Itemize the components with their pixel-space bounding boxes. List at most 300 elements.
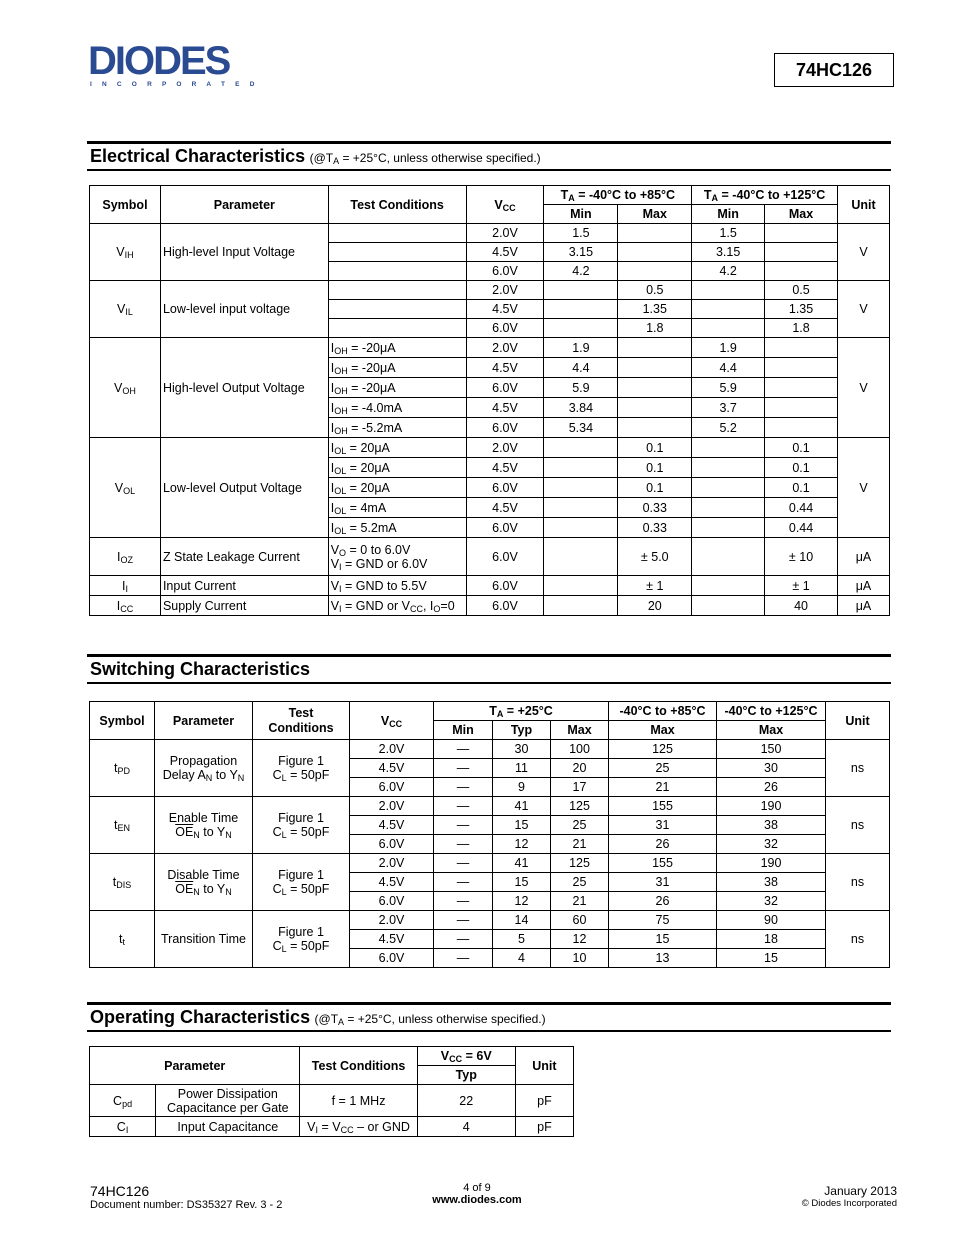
table-cell: 2.0V [466,281,544,300]
table-cell [765,262,838,281]
col-vcc: $V_{CC}$ [466,186,544,224]
table-header-cell: Parameter [90,1047,300,1085]
table-cell: 2.0V [350,740,434,759]
table-header-cell: Unit [515,1047,573,1085]
table-cell: — [434,778,493,797]
table-cell: 25 [551,873,609,892]
table-cell: 3.15 [544,243,618,262]
table-cell: 2.0V [466,224,544,243]
table-cell: 15 [493,816,551,835]
table-cell: 9 [493,778,551,797]
table-cell: 60 [551,911,609,930]
table-cell: $I_{OL} = 4mA$ [328,498,466,518]
table-cell: 18 [717,930,826,949]
table-cell: ± 5.0 [618,538,692,576]
table-header-cell: Test Conditions [300,1047,417,1085]
table-cell: ± 1 [765,576,838,596]
table-cell: V [838,281,890,338]
table-cell: ns [826,911,890,968]
table-cell: $V_{OL}$ [90,438,161,538]
table-cell: Supply Current [160,596,328,616]
table-cell: $I_{OL} = 5.2mA$ [328,518,466,538]
table-cell: 30 [717,759,826,778]
table-cell: Input Capacitance [156,1117,300,1137]
table-cell: 1.8 [765,319,838,338]
table-cell [618,262,692,281]
table-header-cell: Test Conditions [253,702,350,740]
table-cell [544,478,618,498]
table-cell: 0.44 [765,498,838,518]
table-cell [765,224,838,243]
table-row [90,797,890,816]
table-cell: 5.2 [692,418,765,438]
table-cell: 6.0V [466,576,544,596]
table-cell: $V_I$ = GND or $V_{CC}$, $I_O=0$ [328,596,466,616]
table-cell: 75 [609,911,717,930]
table-cell: 4.4 [692,358,765,378]
table-header-cell: Parameter [155,702,253,740]
table-cell: 15 [717,949,826,968]
table-cell: 15 [609,930,717,949]
table-cell: 10 [551,949,609,968]
table-cell: 5.9 [692,378,765,398]
table-cell: V [838,338,890,438]
table-cell: 38 [717,873,826,892]
table-cell [544,438,618,458]
table-cell: — [434,949,493,968]
switching-table [89,701,890,968]
table-row [90,596,890,616]
table-cell [544,518,618,538]
table-cell: pF [515,1085,573,1117]
table-cell: $V_I = V_{CC}$ – or GND [300,1117,417,1137]
table-cell: 6.0V [466,596,544,616]
table-cell: $C_{pd}$ [90,1085,156,1117]
table-cell [618,378,692,398]
table-cell [544,319,618,338]
table-cell [618,224,692,243]
table-row [90,224,890,243]
table-cell: Low-level Output Voltage [160,438,328,538]
table-cell [328,262,466,281]
col-range-125: $T_A = -40^\circ C$ to +125°C [692,186,838,205]
table-cell: 4.5V [466,358,544,378]
table-cell: f = 1 MHz [300,1085,417,1117]
table-cell: $V_I$ = GND to 5.5V [328,576,466,596]
table-cell: 4.5V [466,458,544,478]
table-cell [692,576,765,596]
table-header-cell: Typ [417,1066,515,1085]
table-cell [765,338,838,358]
page-number: 4 of 9 [463,1182,491,1194]
table-cell: 6.0V [466,538,544,576]
table-cell [765,243,838,262]
table-cell: $I_I$ [90,576,161,596]
table-row [90,740,890,759]
electrical-section-header [87,141,891,171]
table-cell [692,319,765,338]
table-cell [692,596,765,616]
table-cell: 4.5V [466,398,544,418]
table-cell: 30 [493,740,551,759]
table-cell: $I_{OL} = 20\mu A$ [328,458,466,478]
electrical-note: ($@T_A = +25^\circ C$, unless otherwise specified.) [309,151,541,166]
table-cell: 13 [609,949,717,968]
table-cell [618,243,692,262]
table-cell: $t_{PD}$ [90,740,155,797]
table-header-cell: Min [692,205,765,224]
table-header-cell: Symbol [90,702,155,740]
table-cell: 6.0V [466,319,544,338]
table-cell: 4.5V [350,816,434,835]
table-cell: ns [826,797,890,854]
table-cell [328,300,466,319]
table-cell: pF [515,1117,573,1137]
table-cell: — [434,797,493,816]
table-cell [692,438,765,458]
table-row [90,911,890,930]
table-cell: 0.1 [618,438,692,458]
table-cell: 4.5V [466,498,544,518]
table-cell: — [434,759,493,778]
table-cell: 21 [551,892,609,911]
table-row [90,576,890,596]
table-cell: 6.0V [350,835,434,854]
table-cell [618,418,692,438]
table-cell: Power Dissipation Capacitance per Gate [156,1085,300,1117]
table-cell: 32 [717,892,826,911]
table-cell: $t_{DIS}$ [90,854,155,911]
col-test-conditions: Test Conditions [328,186,466,224]
table-cell [765,418,838,438]
table-cell: 17 [551,778,609,797]
table-header-cell: -40°C to +85°C [609,702,717,721]
table-cell: 32 [717,835,826,854]
table-cell: High-level Output Voltage [160,338,328,438]
operating-table [89,1046,574,1137]
table-cell: — [434,835,493,854]
table-cell: 4.5V [350,930,434,949]
table-cell: 38 [717,816,826,835]
table-cell: Figure 1 $C_L = 50pF$ [253,911,350,968]
table-cell: 125 [551,854,609,873]
part-number-box [774,53,894,87]
col-unit: Unit [838,186,890,224]
table-cell: 1.35 [618,300,692,319]
table-cell: ± 10 [765,538,838,576]
table-cell: 5 [493,930,551,949]
table-cell [692,518,765,538]
table-cell: 0.33 [618,518,692,538]
table-cell: V [838,438,890,538]
footer-date: January 2013 [824,1184,897,1198]
table-cell: 6.0V [466,518,544,538]
table-cell: 4 [417,1117,515,1137]
table-cell: 4.4 [544,358,618,378]
table-cell: 0.1 [765,438,838,458]
table-cell: 31 [609,816,717,835]
table-cell: Figure 1 $C_L = 50pF$ [253,854,350,911]
col-range-85: $T_A = -40^\circ C$ to +85°C [544,186,692,205]
table-cell: $I_{CC}$ [90,596,161,616]
table-cell: 5.34 [544,418,618,438]
table-cell: Low-level input voltage [160,281,328,338]
table-cell: $V_O = 0$ to 6.0V $V_I$ = GND or 6.0V [328,538,466,576]
table-cell [692,458,765,478]
table-cell: 21 [609,778,717,797]
table-cell [692,281,765,300]
website-link[interactable]: www.diodes.com [432,1194,522,1206]
table-cell: 22 [417,1085,515,1117]
table-cell: High-level Input Voltage [160,224,328,281]
table-cell: 2.0V [350,797,434,816]
table-cell: — [434,816,493,835]
table-cell [692,300,765,319]
table-cell [544,538,618,576]
table-cell: 6.0V [350,892,434,911]
table-cell: 0.1 [765,478,838,498]
switching-title: Switching Characteristics [90,659,311,679]
table-cell: $V_{IH}$ [90,224,161,281]
table-header-cell: $V_{CC}$ [350,702,434,740]
table-row [90,186,890,205]
table-cell: $I_{OH} = -20\mu A$ [328,358,466,378]
table-cell: 3.84 [544,398,618,418]
table-cell [544,576,618,596]
table-cell: V [838,224,890,281]
table-cell: Input Current [160,576,328,596]
table-cell: — [434,911,493,930]
table-cell: 40 [765,596,838,616]
table-cell: μA [838,538,890,576]
table-cell: 0.44 [765,518,838,538]
footer-right [802,1184,897,1209]
table-cell: 31 [609,873,717,892]
table-header-cell: Min [544,205,618,224]
table-cell [328,224,466,243]
table-cell: 190 [717,854,826,873]
table-cell: 1.8 [618,319,692,338]
table-cell: $C_I$ [90,1117,156,1137]
footer-part: 74HC126 [90,1183,150,1199]
table-cell: Transition Time [155,911,253,968]
table-cell: 41 [493,854,551,873]
table-cell: 4.2 [544,262,618,281]
table-cell: 25 [609,759,717,778]
table-row [90,1047,574,1066]
table-cell: 2.0V [466,338,544,358]
table-cell: $V_{OH}$ [90,338,161,438]
table-cell: 6.0V [466,418,544,438]
table-cell: $I_{OH} = -20\mu A$ [328,338,466,358]
table-cell [328,319,466,338]
col-symbol: Symbol [90,186,161,224]
table-cell: $I_{OL} = 20\mu A$ [328,478,466,498]
table-header-cell: Max [717,721,826,740]
table-cell [618,398,692,418]
table-cell [544,596,618,616]
table-cell: — [434,740,493,759]
table-cell: $I_{OZ}$ [90,538,161,576]
table-cell: 26 [717,778,826,797]
table-cell: 6.0V [350,949,434,968]
table-header-cell: Max [609,721,717,740]
table-cell [692,478,765,498]
table-cell: 125 [551,797,609,816]
table-cell: 0.1 [765,458,838,478]
table-cell: 6.0V [466,478,544,498]
table-cell: 3.7 [692,398,765,418]
electrical-title: Electrical Characteristics [90,146,306,166]
table-cell: — [434,892,493,911]
table-header-cell: Max [765,205,838,224]
table-cell: 0.5 [618,281,692,300]
table-row [90,438,890,458]
table-cell [544,498,618,518]
table-cell: 1.9 [692,338,765,358]
table-cell: 12 [493,892,551,911]
table-header-cell: Max [551,721,609,740]
table-row [90,281,890,300]
table-cell: 0.5 [765,281,838,300]
table-cell: 26 [609,835,717,854]
table-cell: 150 [717,740,826,759]
operating-title: Operating Characteristics [90,1007,311,1027]
table-row [90,854,890,873]
table-cell: 5.9 [544,378,618,398]
table-cell: 2.0V [350,911,434,930]
table-cell: 26 [609,892,717,911]
table-cell [618,358,692,378]
col-parameter: Parameter [160,186,328,224]
table-cell: 0.1 [618,478,692,498]
part-number: 74HC126 [795,59,873,80]
table-row [90,538,890,576]
table-cell: 15 [493,873,551,892]
table-row [90,1117,574,1137]
switching-section-header [87,654,891,684]
table-cell: $I_{OH} = -20\mu A$ [328,378,466,398]
table-cell: Z State Leakage Current [160,538,328,576]
table-header-cell: $V_{CC} = 6V$ [417,1047,515,1066]
table-cell: 155 [609,797,717,816]
table-cell: 2.0V [466,438,544,458]
table-cell: 1.5 [692,224,765,243]
table-cell [544,458,618,478]
table-cell: μA [838,596,890,616]
table-cell: 4.5V [350,759,434,778]
table-cell: $t_t$ [90,911,155,968]
table-cell: $V_{IL}$ [90,281,161,338]
footer-copyright: © Diodes Incorporated [801,1198,897,1209]
table-cell [692,498,765,518]
table-header-cell: Min [434,721,493,740]
table-cell: 21 [551,835,609,854]
footer-doc-number: Document number: DS35327 Rev. 3 - 2 [90,1199,283,1211]
table-cell: 12 [551,930,609,949]
table-cell: 6.0V [466,262,544,281]
table-row [90,338,890,358]
table-header-cell: -40°C to +125°C [717,702,826,721]
table-cell: μA [838,576,890,596]
table-cell: 12 [493,835,551,854]
table-cell: 4 [493,949,551,968]
table-cell: Propagation Delay $A_N$ to $Y_N$ [155,740,253,797]
table-cell: 1.5 [544,224,618,243]
table-cell: 100 [551,740,609,759]
table-cell [544,300,618,319]
table-cell: ± 1 [618,576,692,596]
table-cell [328,281,466,300]
table-cell: 20 [618,596,692,616]
table-cell [692,538,765,576]
table-cell: Figure 1 $C_L = 50pF$ [253,740,350,797]
table-cell: 190 [717,797,826,816]
table-cell: — [434,930,493,949]
table-row [90,702,890,721]
logo-subtext: I N C O R P O R A T E D [90,81,258,88]
diodes-logo [88,42,258,90]
table-header-cell: Unit [826,702,890,740]
table-cell: ns [826,854,890,911]
table-cell: 11 [493,759,551,778]
table-cell: 4.5V [350,873,434,892]
table-cell: 1.35 [765,300,838,319]
table-cell: 6.0V [350,778,434,797]
table-cell: ns [826,740,890,797]
table-cell [544,281,618,300]
table-cell [328,243,466,262]
table-cell: 41 [493,797,551,816]
operating-note: ($@T_A = +25^\circ C$, unless otherwise specified.) [314,1012,546,1027]
table-cell: Enable Time $\overline{OE}_N$ to $Y_N$ [155,797,253,854]
table-cell: $I_{OL} = 20\mu A$ [328,438,466,458]
table-cell: — [434,854,493,873]
table-header-cell: Max [618,205,692,224]
table-cell: 25 [551,816,609,835]
table-cell: 0.33 [618,498,692,518]
table-cell: 4.2 [692,262,765,281]
table-cell: 4.5V [466,243,544,262]
table-cell: — [434,873,493,892]
table-cell: 2.0V [350,854,434,873]
table-cell: 14 [493,911,551,930]
table-cell [765,378,838,398]
table-cell: 3.15 [692,243,765,262]
table-cell: $t_{EN}$ [90,797,155,854]
table-cell: 155 [609,854,717,873]
table-cell: 125 [609,740,717,759]
table-cell: $I_{OH} = -4.0mA$ [328,398,466,418]
table-cell: 1.9 [544,338,618,358]
table-cell: Figure 1 $C_L = 50pF$ [253,797,350,854]
table-cell: 0.1 [618,458,692,478]
table-cell: 20 [551,759,609,778]
table-cell: Disable Time $\overline{OE}_N$ to $Y_N$ [155,854,253,911]
table-cell [618,338,692,358]
table-cell: 4.5V [466,300,544,319]
operating-section-header [87,1002,891,1032]
table-cell [765,398,838,418]
logo-wordmark: DIODES [88,42,230,83]
table-row [90,1085,574,1117]
table-header-cell: Typ [493,721,551,740]
table-header-cell: $T_A = +25^\circ C$ [434,702,609,721]
table-cell: $I_{OH} = -5.2mA$ [328,418,466,438]
table-cell: 6.0V [466,378,544,398]
table-cell [765,358,838,378]
table-cell: 90 [717,911,826,930]
